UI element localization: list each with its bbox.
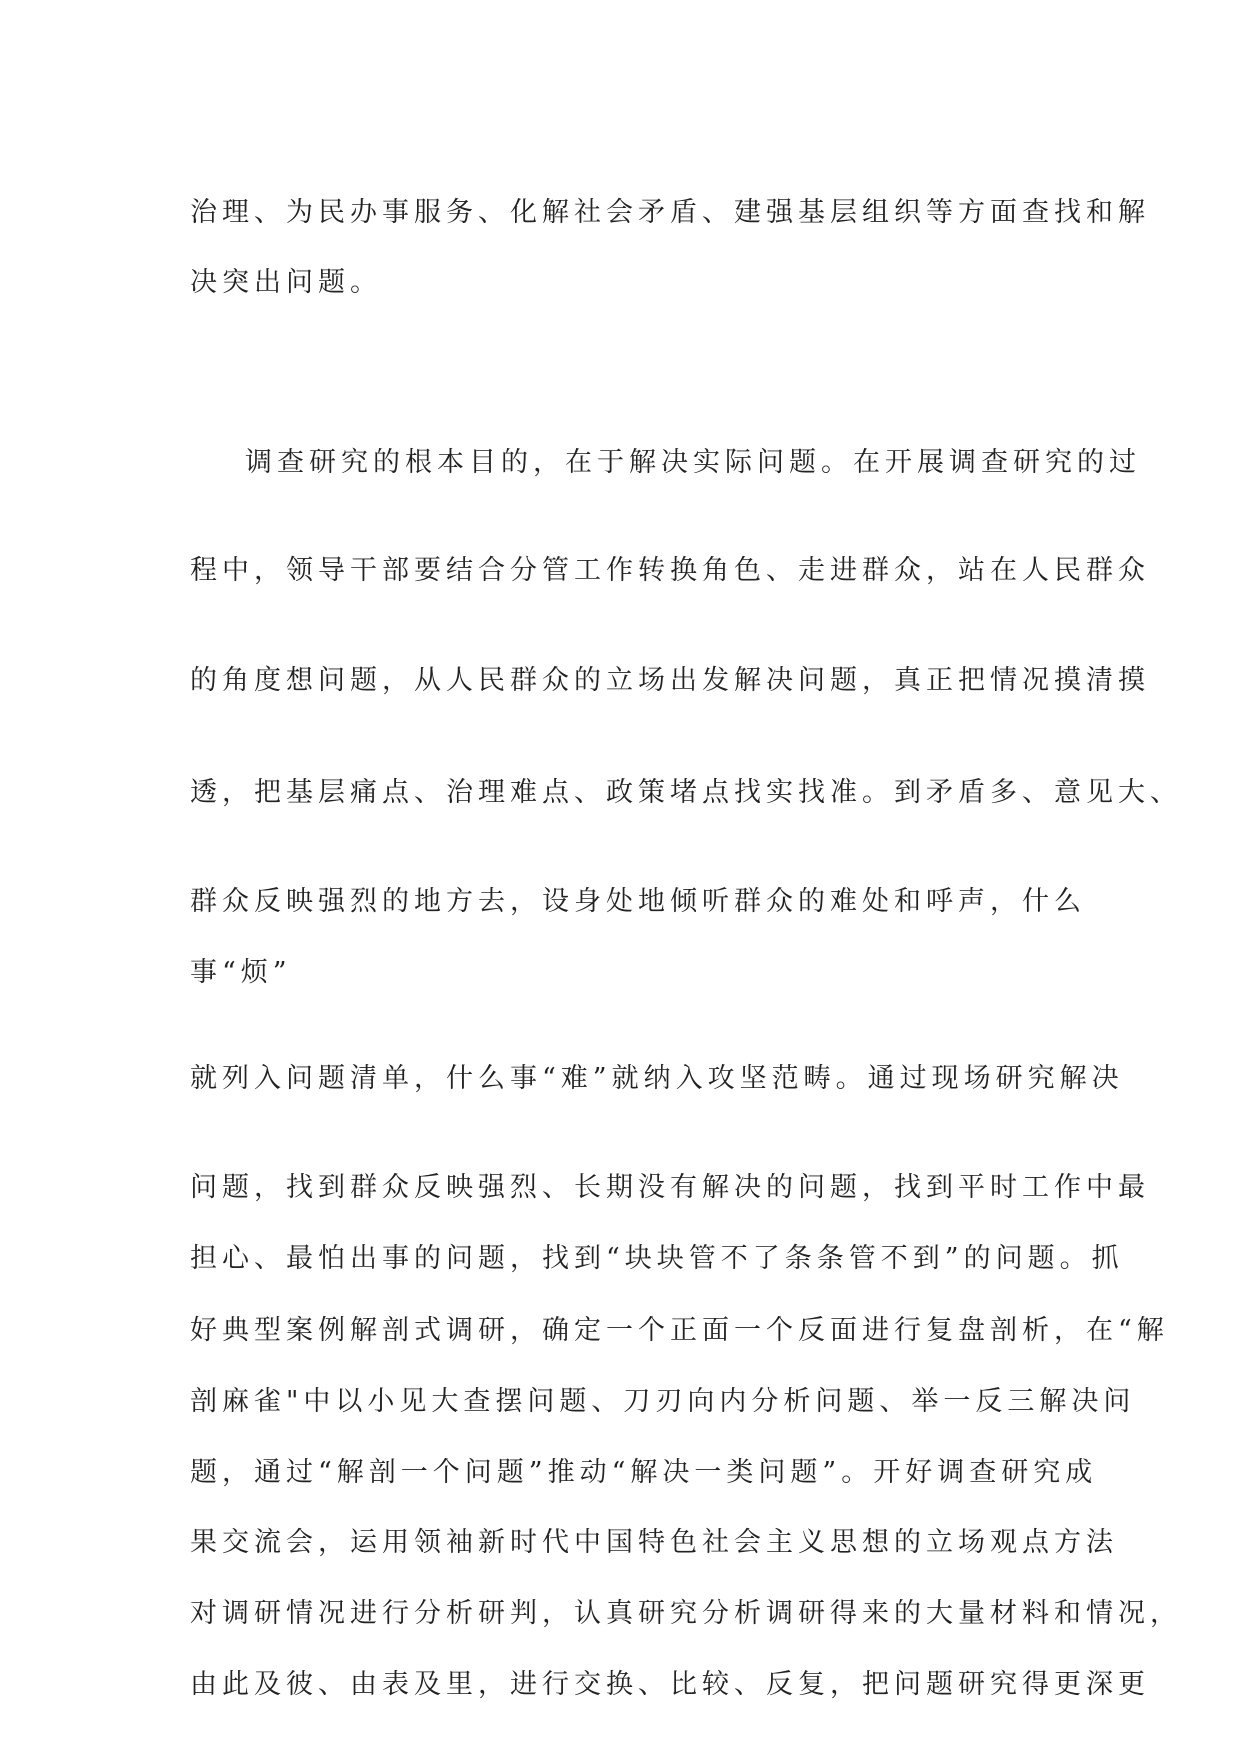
text-line-11: 担心、最怕出事的问题，找到“块块管不了条条管不到”的问题。抓 xyxy=(190,1243,1124,1274)
text-line-17: 由此及彼、由表及里，进行交换、比较、反复，把问题研究得更深更 xyxy=(190,1669,1150,1700)
text-line-15: 果交流会，运用领袖新时代中国特色社会主义思想的立场观点方法 xyxy=(190,1527,1118,1558)
text-line-7: 群众反映强烈的地方去，设身处地倾听群众的难处和呼声，什么 xyxy=(190,886,1086,917)
text-line-3: 调查研究的根本目的，在于解决实际问题。在开展调查研究的过 xyxy=(245,447,1141,478)
text-line-9: 就列入问题清单，什么事“难”就纳入攻坚范畴。通过现场研究解决 xyxy=(190,1063,1124,1094)
text-line-14: 题，通过“解剖一个问题”推动“解决一类问题”。开好调查研究成 xyxy=(190,1457,1098,1488)
text-line-1: 治理、为民办事服务、化解社会矛盾、建强基层组织等方面查找和解 xyxy=(190,197,1150,228)
text-line-16: 对调研情况进行分析研判，认真研究分析调研得来的大量材料和情况， xyxy=(190,1598,1182,1629)
text-line-10: 问题，找到群众反映强烈、长期没有解决的问题，找到平时工作中最 xyxy=(190,1172,1150,1203)
text-line-4: 程中，领导干部要结合分管工作转换角色、走进群众，站在人民群众 xyxy=(190,555,1150,586)
text-line-6: 透，把基层痛点、治理难点、政策堵点找实找准。到矛盾多、意见大、 xyxy=(190,777,1182,808)
text-line-8: 事“烦” xyxy=(190,957,292,988)
text-line-13: 剖麻雀"中以小见大查摆问题、刀刃向内分析问题、举一反三解决问 xyxy=(190,1386,1136,1417)
text-line-5: 的角度想问题，从人民群众的立场出发解决问题，真正把情况摸清摸 xyxy=(190,665,1150,696)
text-line-2: 决突出问题。 xyxy=(190,267,382,298)
text-line-12: 好典型案例解剖式调研，确定一个正面一个反面进行复盘剖析，在“解 xyxy=(190,1315,1169,1346)
